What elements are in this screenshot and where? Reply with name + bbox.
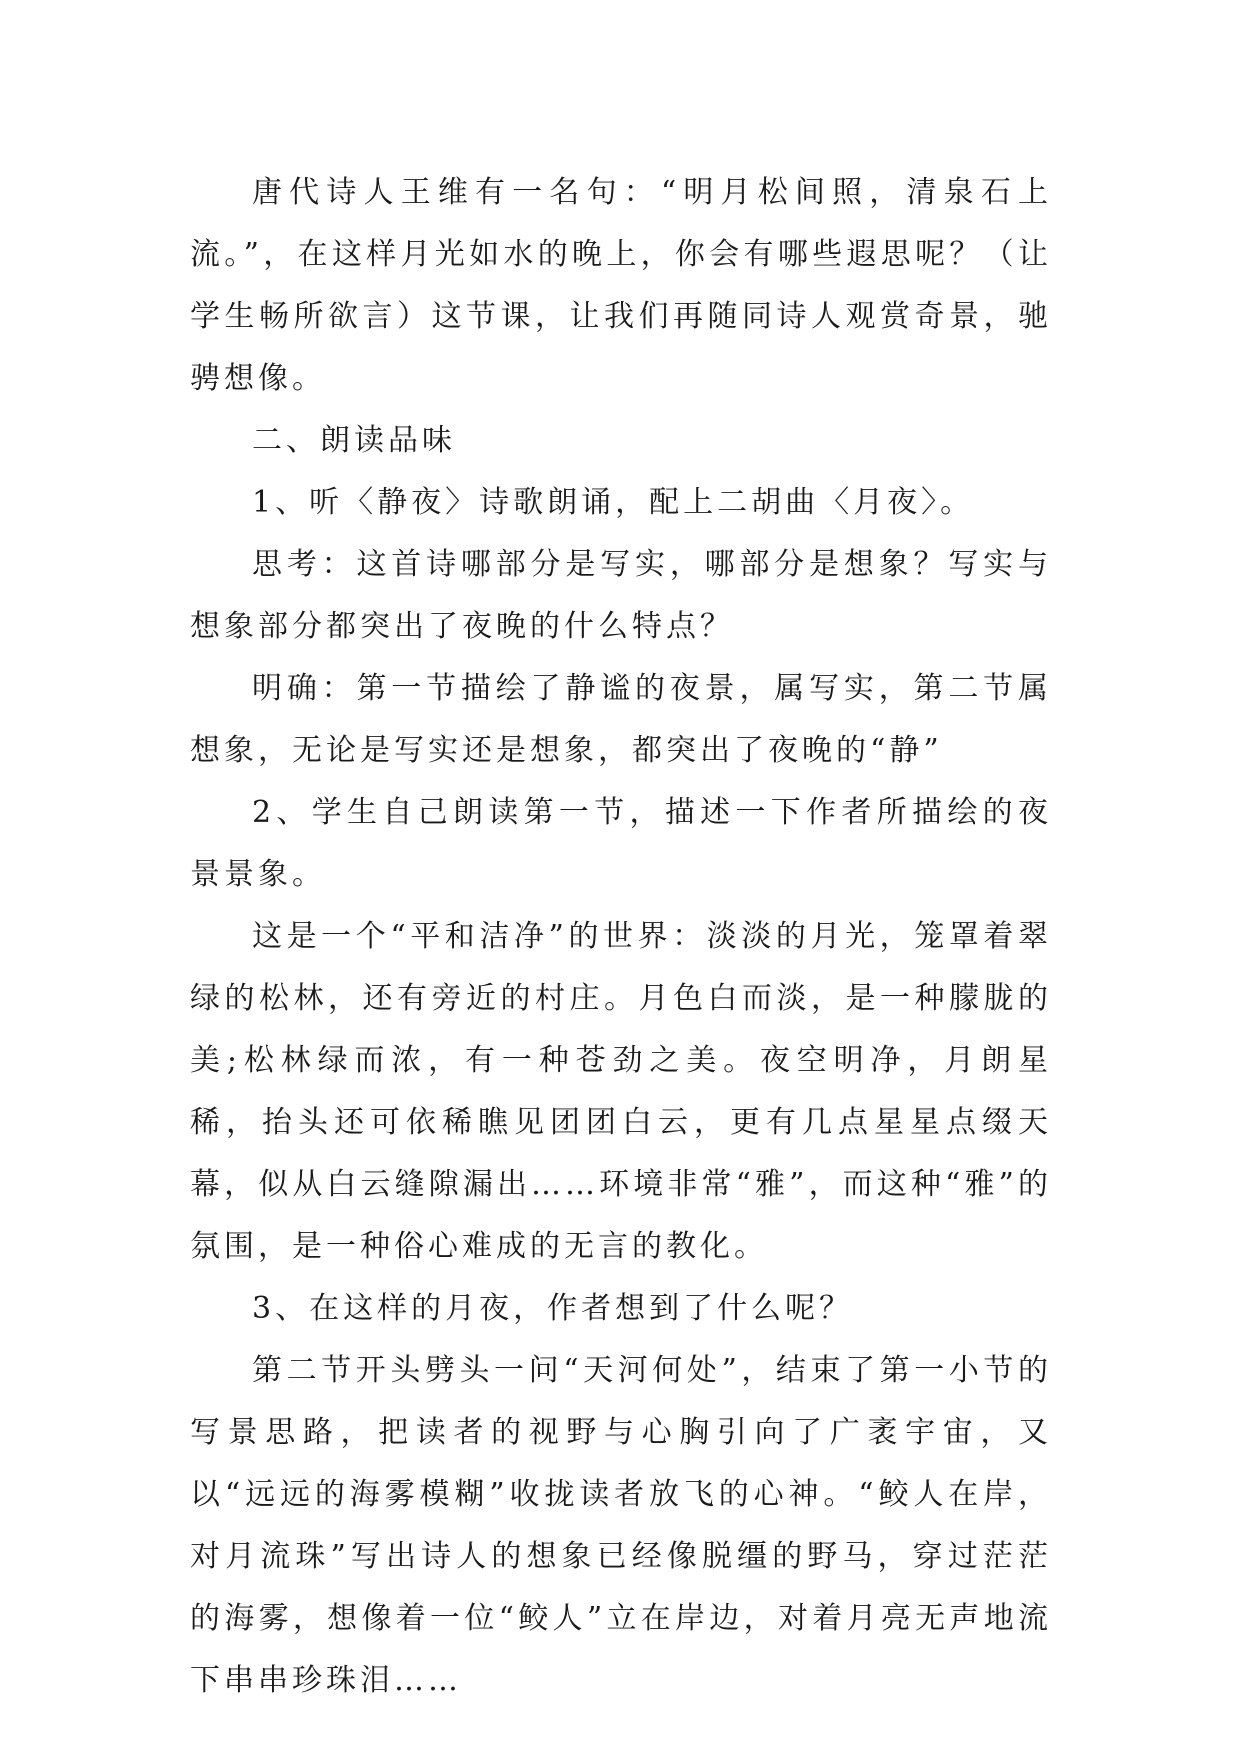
document-body	[190, 162, 1052, 1712]
paragraph-step-2: 2、学生自己朗读第一节，描述一下作者所描绘的夜景景象。	[190, 795, 1052, 892]
paragraph-second-section-analysis: 第二节开头劈头一问“天河何处”，结束了第一小节的写景思路，把读者的视野与心胸引向了广袤宇宙，又以“远远的海雾模糊”收拢读者放飞的心神。“鲛人在岸，对月流珠”写出诗人的想象已经像脱缰的野马，穿过茫茫的海雾，想像着一位“鲛人”立在岸边，对着月亮无声地流下串串珍珠泪……	[190, 1353, 1052, 1698]
paragraph-intro: 唐代诗人王维有一名句：“明月松间照，清泉石上流。”，在这样月光如水的晚上，你会有哪些遐思呢？（让学生畅所欲言）这节课，让我们再随同诗人观赏奇景，驰骋想像。	[190, 175, 1052, 396]
paragraph-scene-description: 这是一个“平和洁净”的世界：淡淡的月光，笼罩着翠绿的松林，还有旁近的村庄。月色白而淡，是一种朦胧的美;松林绿而浓，有一种苍劲之美。夜空明净，月朗星稀，抬头还可依稀瞧见团团白云，更有几点星星点缀天幕，似从白云缝隙漏出……环境非常“雅”，而这种“雅”的氛围，是一种俗心难成的无言的教化。	[190, 919, 1052, 1264]
paragraph-step-3: 3、在这样的月夜，作者想到了什么呢？	[252, 1291, 854, 1326]
paragraph-question: 思考：这首诗哪部分是写实，哪部分是想象？写实与想象部分都突出了夜晚的什么特点？	[190, 547, 1052, 644]
section-heading-reading: 二、朗读品味	[252, 423, 456, 458]
paragraph-answer: 明确：第一节描绘了静谧的夜景，属写实，第二节属想象，无论是写实还是想象，都突出了夜晚的“静”	[190, 671, 1052, 768]
paragraph-step-1: 1、听〈静夜〉诗歌朗诵，配上二胡曲〈月夜〉。	[252, 485, 975, 520]
